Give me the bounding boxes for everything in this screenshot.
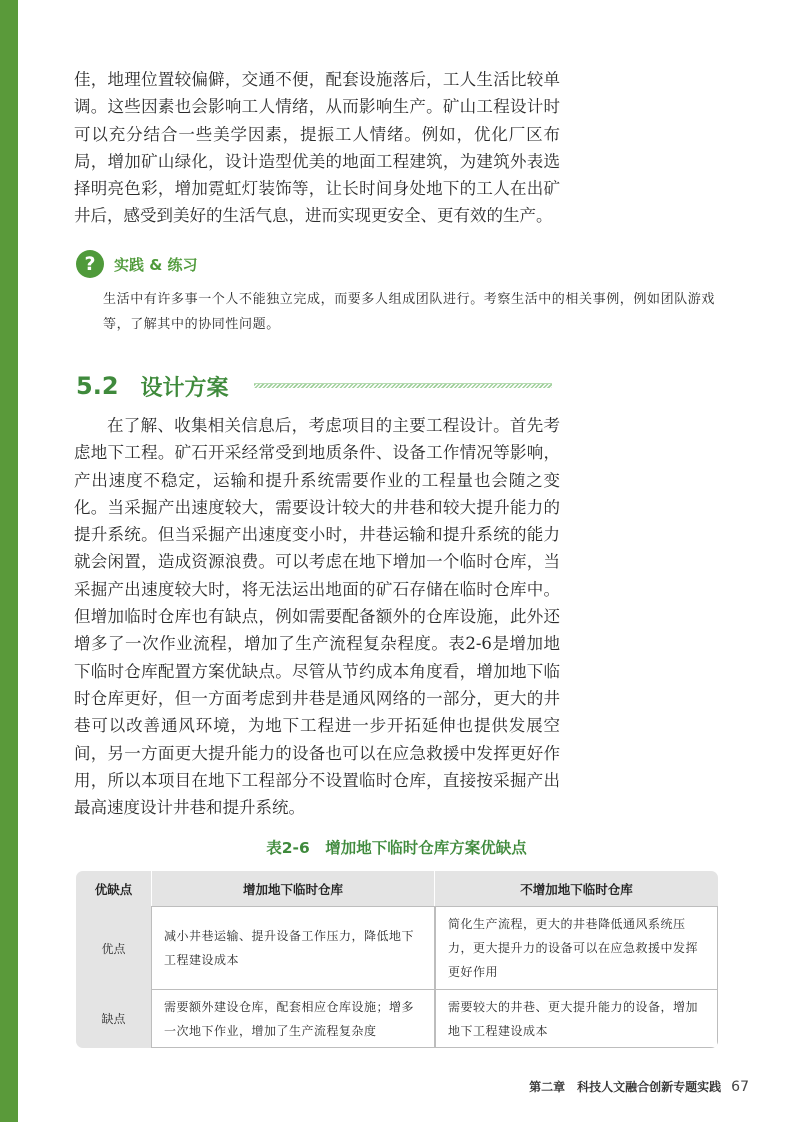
table-header-cell: 不增加地下临时仓库 — [520, 881, 633, 897]
chapter-title: 第二章 科技人文融合创新专题实践 — [529, 1080, 722, 1094]
green-edge-strip — [0, 0, 18, 1122]
practice-header — [76, 248, 198, 280]
table-cell: 简化生产流程，更大的井巷降低通风系统压力，更大提升力的设备可以在应急救援中发挥更好作用 — [448, 917, 699, 979]
row-label: 缺点 — [101, 1012, 126, 1026]
body-paragraph-2: 在了解、收集相关信息后，考虑项目的主要工程设计。首先考虑地下工程。矿石开采经常受到地质条件、设备工作情况等影响，产出速度不稳定，运输和提升系统需要作业的工程量也会随之变化。当采掘产出速度较大，需要设计较大的井巷和较大提升能力的提升系统。但当采掘产出速度变小时，井巷运输和提升系统的能力就会闲置，造成资源浪费。可以考虑在地下增加一个临时仓库，当采掘产出速度较大时，将无法运出地面的矿石存储在临时仓库中。但增加临时仓库也有缺点，例如需要配备额外的仓库设施，此外还增多了一次作业流程，增加了生产流程复杂程度。表2-6是增加地下临时仓库配置方案优缺点。尽管从节约成本角度看，增加地下临时仓库更好，但一方面考虑到井巷是通风网络的一部分，更大的井巷可以改善通风环境，为地下工程进一步开拓延伸也提供发展空间，另一方面更大提升能力的设备也可以在应急救援中发挥更好作用，所以本项目在地下工程部分不设置临时仓库，直接按采掘产出最高速度设计井巷和提升系统。 — [74, 416, 560, 818]
section-number: 5.2 — [76, 372, 119, 400]
question-icon: ? — [76, 250, 104, 278]
practice-title: 实践 & 练习 — [114, 255, 198, 274]
table-cell: 需要额外建设仓库，配套相应仓库设施；增多一次地下作业，增加了生产流程复杂度 — [164, 999, 415, 1038]
section-title: 设计方案 — [140, 375, 229, 401]
section-divider — [254, 383, 552, 388]
table-row — [76, 906, 718, 990]
table-cell: 需要较大的井巷、更大提升能力的设备，增加地下工程建设成本 — [448, 999, 699, 1038]
body-paragraph-1: 佳，地理位置较偏僻，交通不便，配套设施落后，工人生活比较单调。这些因素也会影响工人情绪，从而影响生产。矿山工程设计时可以充分结合一些美学因素，提振工人情绪。例如，优化厂区布局，增加矿山绿化，设计造型优美的地面工程建筑，为建筑外表选择明亮色彩，增加霓虹灯装饰等，让长时间身处地下的工人在出矿井后，感受到美好的生活气息，进而实现更安全、更有效的生产。 — [74, 70, 560, 226]
page-footer — [529, 1078, 749, 1095]
table-row — [76, 989, 718, 1048]
practice-text: 生活中有许多事一个人不能独立完成，而要多人组成团队进行。考察生活中的相关事例，例如团队游戏等，了解其中的协同性问题。 — [103, 292, 716, 332]
comparison-table — [76, 871, 718, 1048]
page-number: 67 — [731, 1079, 749, 1095]
section-heading — [76, 369, 229, 403]
table-header-cell: 优缺点 — [94, 881, 133, 897]
table-title: 表2-6 增加地下临时仓库方案优缺点 — [266, 839, 527, 857]
row-label: 优点 — [101, 941, 126, 956]
table-header-cell: 增加地下临时仓库 — [151, 871, 435, 906]
table-header-row — [76, 871, 718, 906]
table-cell: 减小井巷运输、提升设备工作压力，降低地下工程建设成本 — [164, 929, 415, 967]
